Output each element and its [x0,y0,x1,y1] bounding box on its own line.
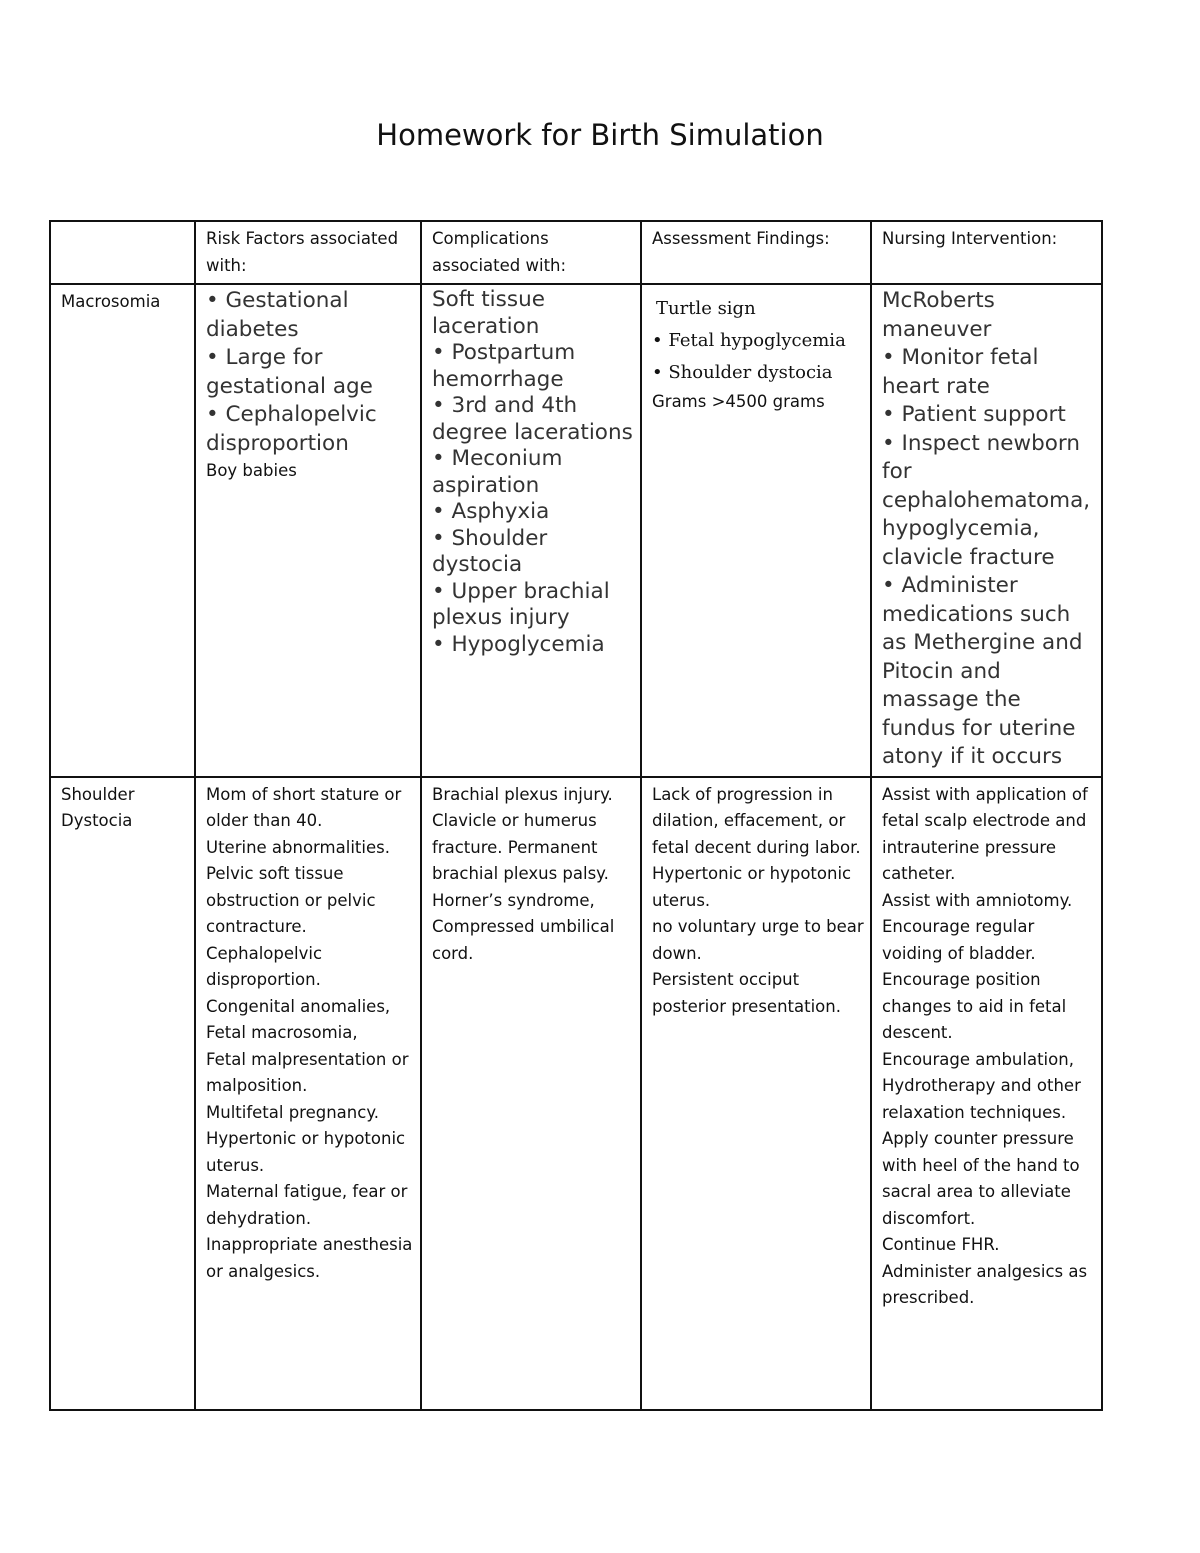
intervention-item: • Inspect newborn for cephalohematoma, hypoglycemia, clavicle fracture [882,430,1091,570]
header-nursing-intervention: Nursing Intervention: [871,221,1102,284]
risk-factor-item: Fetal malpresentation or malposition. [206,1049,409,1095]
intervention-item: Continue FHR. [882,1235,1000,1254]
complication-item: • 3rd and 4th degree lacerations [432,393,633,445]
row-label-macrosomia: Macrosomia [50,284,195,777]
intervention-item: Encourage position changes to aid in fetal descent. [882,970,1067,1042]
risk-factor-item: Fetal macrosomia, [206,1023,358,1042]
intervention-item: Assist with amniotomy. [882,890,1073,910]
complication-item: • Shoulder dystocia [432,525,548,577]
intervention-item: • Administer medications such as Methergine and Pitocin and massage the fundus for uterine atony if it occurs [882,573,1083,769]
complication-item: • Upper brachial plexus injury [432,578,610,630]
simulation-table [49,220,1103,1411]
complication-item: Compressed umbilical cord. [432,917,615,963]
intervention-item: Encourage ambulation, Hydrotherapy and other relaxation techniques. [882,1049,1081,1122]
macrosomia-risk-factors [195,284,421,777]
assessment-item: • Shoulder dystocia [652,362,833,383]
assessment-item: Turtle sign [656,298,756,319]
intervention-item: • Monitor fetal heart rate [882,345,1039,399]
risk-factor-item: • Large for gestational age [206,345,373,399]
assessment-item: no voluntary urge to bear down. [652,917,864,963]
intervention-item: Apply counter pressure with heel of the hand to sacral area to alleviate discomfort. [882,1129,1080,1228]
header-empty [50,221,195,284]
risk-factor-item: Mom of short stature or older than 40. [206,784,402,830]
complication-item: Brachial plexus injury. [432,784,613,804]
intervention-item: Administer analgesics as prescribed. [882,1261,1088,1307]
risk-factor-item: • Gestational diabetes [206,288,349,342]
complication-item: Soft tissue laceration [432,287,545,339]
risk-factor-item: • Cephalopelvic disproportion [206,402,377,456]
complication-item: Clavicle or humerus fracture. Permanent brachial plexus palsy. [432,811,609,883]
assessment-item: Lack of progression in dilation, effacement, or fetal decent during labor. [652,784,861,857]
assessment-extra: Grams >4500 grams [652,392,825,411]
assessment-item: • Fetal hypoglycemia [652,330,846,351]
macrosomia-complications [421,284,641,777]
macrosomia-interventions [871,284,1102,777]
complication-item: • Meconium aspiration [432,446,563,498]
risk-factor-item: Hypertonic or hypotonic uterus. [206,1129,406,1175]
complication-item: Horner’s syndrome, [432,890,595,910]
complication-item: • Postpartum hemorrhage [432,340,576,392]
table-row-macrosomia [50,284,1102,777]
risk-factor-item: Congenital anomalies, [206,996,391,1016]
risk-factor-item: Maternal fatigue, fear or dehydration. [206,1182,408,1228]
risk-factor-extra: Boy babies [206,461,297,480]
assessment-item: Persistent occiput posterior presentation. [652,970,841,1016]
row-label-shoulder-dystocia: Shoulder Dystocia [50,777,195,1410]
header-complications: Complications associated with: [421,221,641,284]
complication-item: • Hypoglycemia [432,631,605,657]
risk-factor-item: Inappropriate anesthesia or analgesics. [206,1235,413,1281]
header-risk-factors: Risk Factors associated with: [195,221,421,284]
intervention-item: McRoberts maneuver [882,288,995,342]
risk-factor-item: Pelvic soft tissue obstruction or pelvic contracture. [206,864,376,936]
table-header-row [50,221,1102,284]
macrosomia-assessment [641,284,871,777]
shoulder-dystocia-interventions [871,777,1102,1410]
intervention-item: • Patient support [882,402,1066,427]
assessment-item: Hypertonic or hypotonic uterus. [652,864,852,910]
risk-factor-item: Multifetal pregnancy. [206,1102,379,1122]
table-row-shoulder-dystocia [50,777,1102,1410]
intervention-item: Encourage regular voiding of bladder. [882,917,1036,963]
header-assessment-findings: Assessment Findings: [641,221,871,284]
complication-item: • Asphyxia [432,499,550,524]
document-title: Homework for Birth Simulation [376,118,824,152]
risk-factor-item: Cephalopelvic disproportion. [206,943,323,989]
shoulder-dystocia-complications [421,777,641,1410]
shoulder-dystocia-assessment [641,777,871,1410]
risk-factor-item: Uterine abnormalities. [206,837,390,857]
shoulder-dystocia-risk-factors [195,777,421,1410]
intervention-item: Assist with application of fetal scalp electrode and intrauterine pressure catheter. [882,784,1088,883]
